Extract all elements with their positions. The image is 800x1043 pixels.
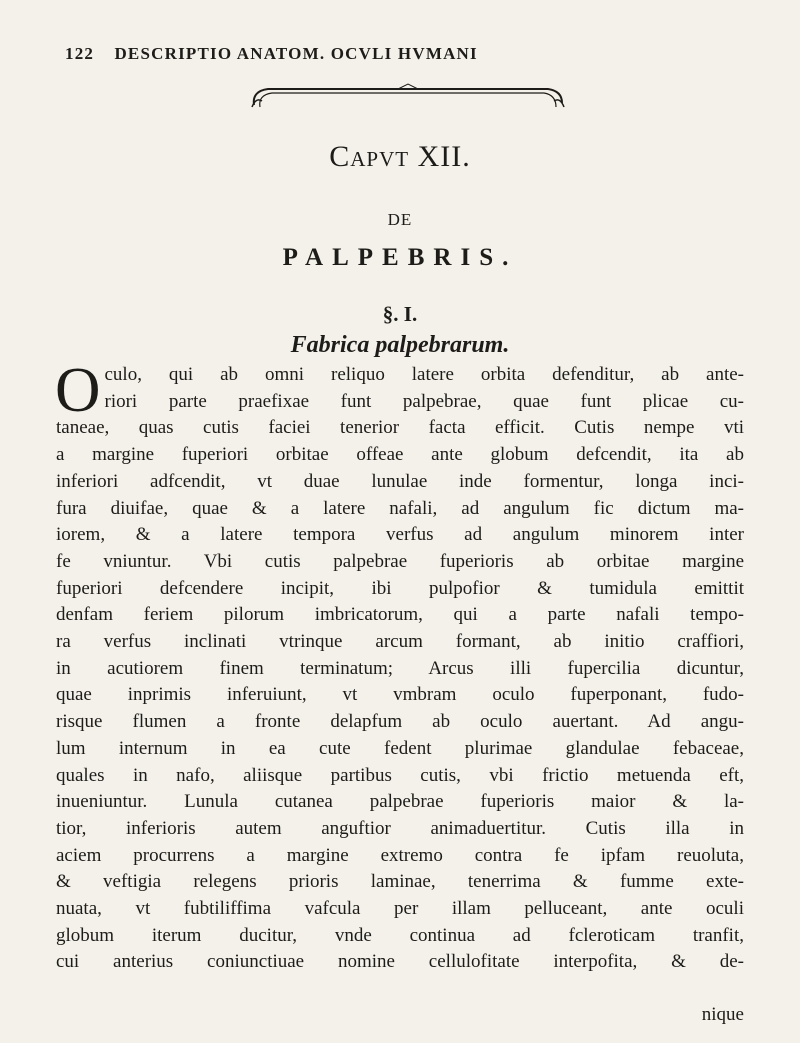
page-number: 122 — [65, 44, 95, 63]
body-text — [55, 355, 744, 976]
text-line: inferiori adfcendit, vt duae lunulae inde formentur, longa inci- — [56, 470, 744, 492]
chapter-de: DE — [387, 210, 413, 229]
text-line: risque flumen a fronte delapfum ab oculo auertant. Ad angu- — [56, 711, 744, 733]
chapter-title: Capvt XII. — [329, 140, 471, 173]
text-line: globum iterum ducitur, vnde continua ad fcleroticam tranfit, — [56, 924, 744, 946]
text-line: & veftigia relegens prioris laminae, tenerrima & fumme exte- — [56, 871, 744, 893]
running-head — [65, 44, 745, 64]
text-line: cui anterius coniunctiuae nomine cellulofitate interpofita, & de- — [56, 951, 744, 973]
text-line: in acutiorem finem terminatum; Arcus illi fupercilia dicuntur, — [56, 657, 744, 679]
text-line: inueniuntur. Lunula cutanea palpebrae fuperioris maior & la- — [56, 791, 744, 813]
text-line: culo, qui ab omni reliquo latere orbita defenditur, ab ante- — [104, 364, 744, 385]
catchword: nique — [701, 1004, 744, 1025]
text-line: nuata, vt fubtiliffima vafcula per illam pelluceant, ante oculi — [56, 898, 744, 920]
text-line: aciem procurrens a margine extremo contra fe ipfam reuoluta, — [56, 844, 744, 866]
text-line: iorem, & a latere tempora verfus ad angulum minorem inter — [56, 524, 744, 546]
section-subtitle: Fabrica palpebrarum. — [290, 332, 510, 358]
text-line: lum internum in ea cute fedent plurimae glandulae febaceae, — [56, 737, 744, 759]
header-ornament-icon — [248, 83, 568, 111]
text-line: quales in nafo, aliisque partibus cutis, vbi frictio metuenda eft, — [56, 764, 744, 786]
text-line: fura diuifae, quae & a latere nafali, ad angulum fic dictum ma- — [56, 497, 744, 519]
text-line: ra verfus inclinati vtrinque arcum formant, ab initio craffiori, — [56, 631, 744, 653]
running-title: DESCRIPTIO ANATOM. OCVLI HVMANI — [114, 44, 478, 63]
drop-cap: O — [55, 355, 101, 425]
section-number: §. I. — [382, 302, 418, 326]
text-line: a margine fuperiori orbitae offeae ante globum defcendit, ita ab — [56, 444, 744, 466]
text-line: taneae, quas cutis faciei tenerior facta efficit. Cutis nempe vti — [56, 417, 744, 439]
text-line: denfam feriem pilorum imbricatorum, qui a parte nafali tempo- — [56, 604, 744, 626]
chapter-subject: PALPEBRIS. — [282, 244, 518, 271]
text-line: fe vniuntur. Vbi cutis palpebrae fuperioris ab orbitae margine — [56, 550, 744, 572]
text-line: tior, inferioris autem anguftior animaduertitur. Cutis illa in — [56, 817, 744, 839]
text-line: quae inprimis inferuiunt, vt vmbram oculo fuperponant, fudo- — [56, 684, 744, 706]
text-line: riori parte praefixae funt palpebrae, quae funt plicae cu- — [104, 390, 744, 412]
text-line: fuperiori defcendere incipit, ibi pulpofior & tumidula emittit — [56, 577, 744, 599]
